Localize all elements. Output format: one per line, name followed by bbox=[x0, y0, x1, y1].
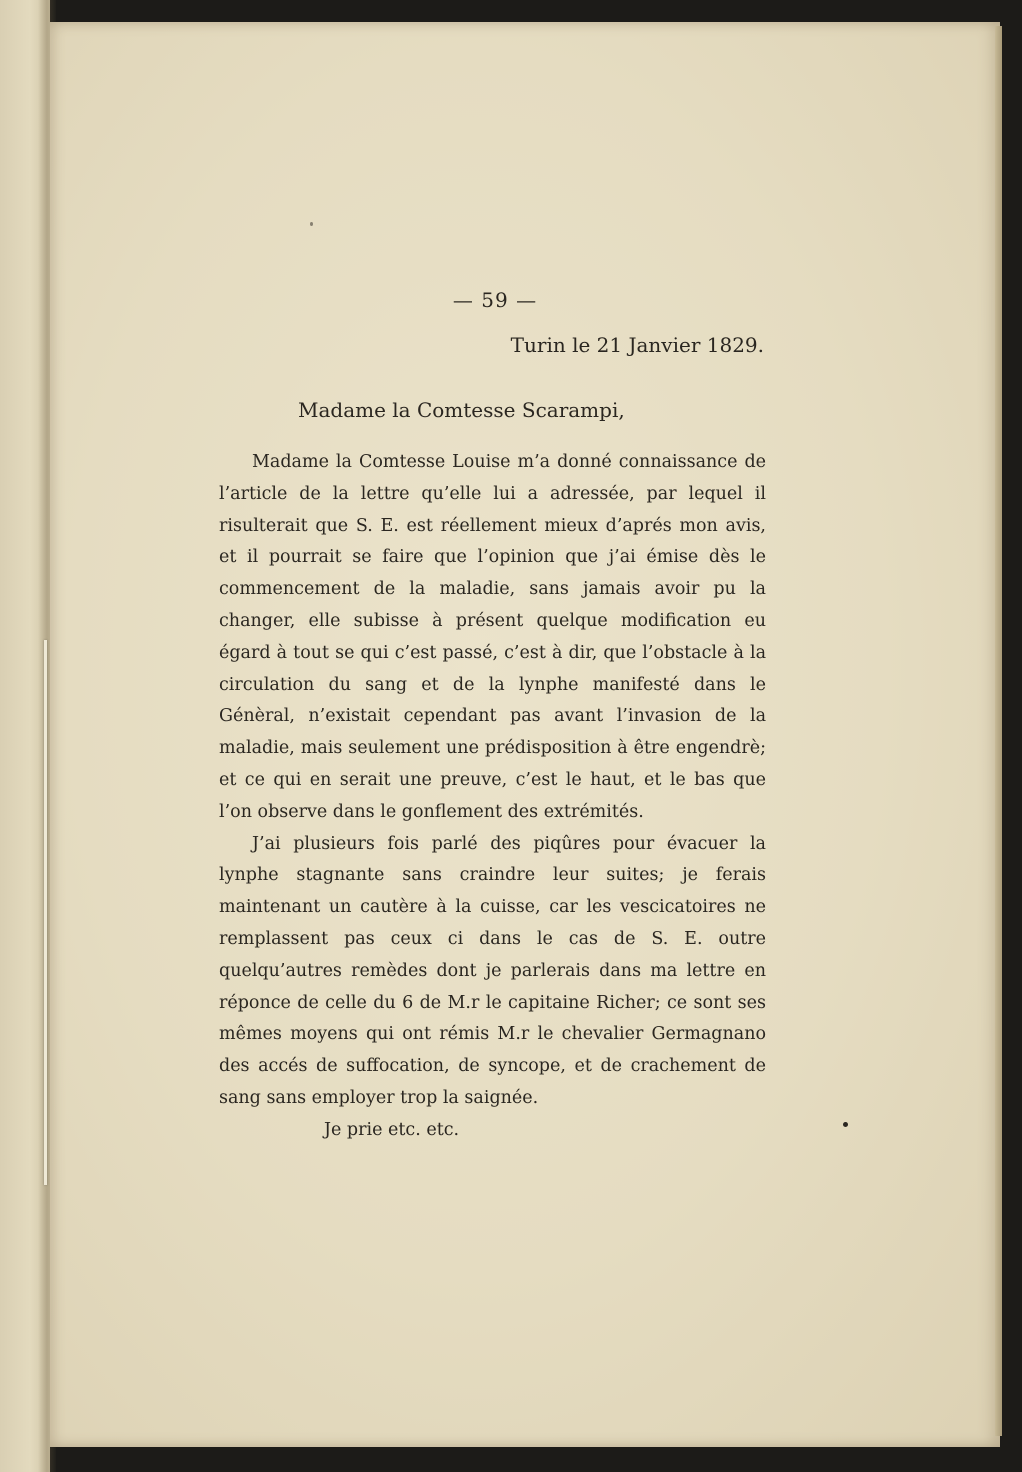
paper-speck bbox=[843, 1122, 848, 1127]
letter-salutation: Madame la Comtesse Scarampi, bbox=[298, 398, 625, 422]
binding-thread bbox=[44, 640, 47, 1185]
letter-body bbox=[219, 447, 766, 1147]
page-stack-edge bbox=[995, 26, 1002, 1436]
page-number: — 59 — bbox=[452, 288, 538, 312]
letter-closing: Je prie etc. etc. bbox=[324, 1119, 460, 1140]
letter-dateline: Turin le 21 Janvier 1829. bbox=[510, 333, 764, 357]
letter-paragraph-2: J’ai plusieurs fois parlé des piqûres pour évacuer la lynphe stagnante sans craindre leur suites; je ferais maintenant un cautère à la cuisse, car les vescicatoires ne remplassent pas ceux ci dans le cas de S. E. outre quelqu’autres remèdes dont je parlerais dans ma lettre en réponce de celle du 6 de M.r le capitaine Richer; ce sont ses mêmes moyens qui ont rémis M.r le chevalier Germagnano des accés de suffocation, de syncope, et de crachement de sang sans employer trop la saignée. bbox=[219, 833, 766, 1108]
letter-paragraph-1: Madame la Comtesse Louise m’a donné connaissance de l’article de la lettre qu’elle lui a adressée, par lequel il risulterait que S. E. est réellement mieux d’aprés mon avis, et il pourrait se faire que l’opinion que j’ai émise dès le commencement de la maladie, sans jamais avoir pu la changer, elle subisse à présent quelque modification eu égard à tout se qui c’est passé, c’est à dir, que l’obstacle à la circulation du sang et de la lynphe manifesté dans le Génèral, n’existait cependant pas avant l’invasion de la maladie, mais seulement une prédisposition à être engendrè; et ce qui en serait une preuve, c’est le haut, et le bas que l’on observe dans le gonflement des extrémités. bbox=[219, 452, 766, 822]
paper-speck bbox=[310, 222, 313, 226]
